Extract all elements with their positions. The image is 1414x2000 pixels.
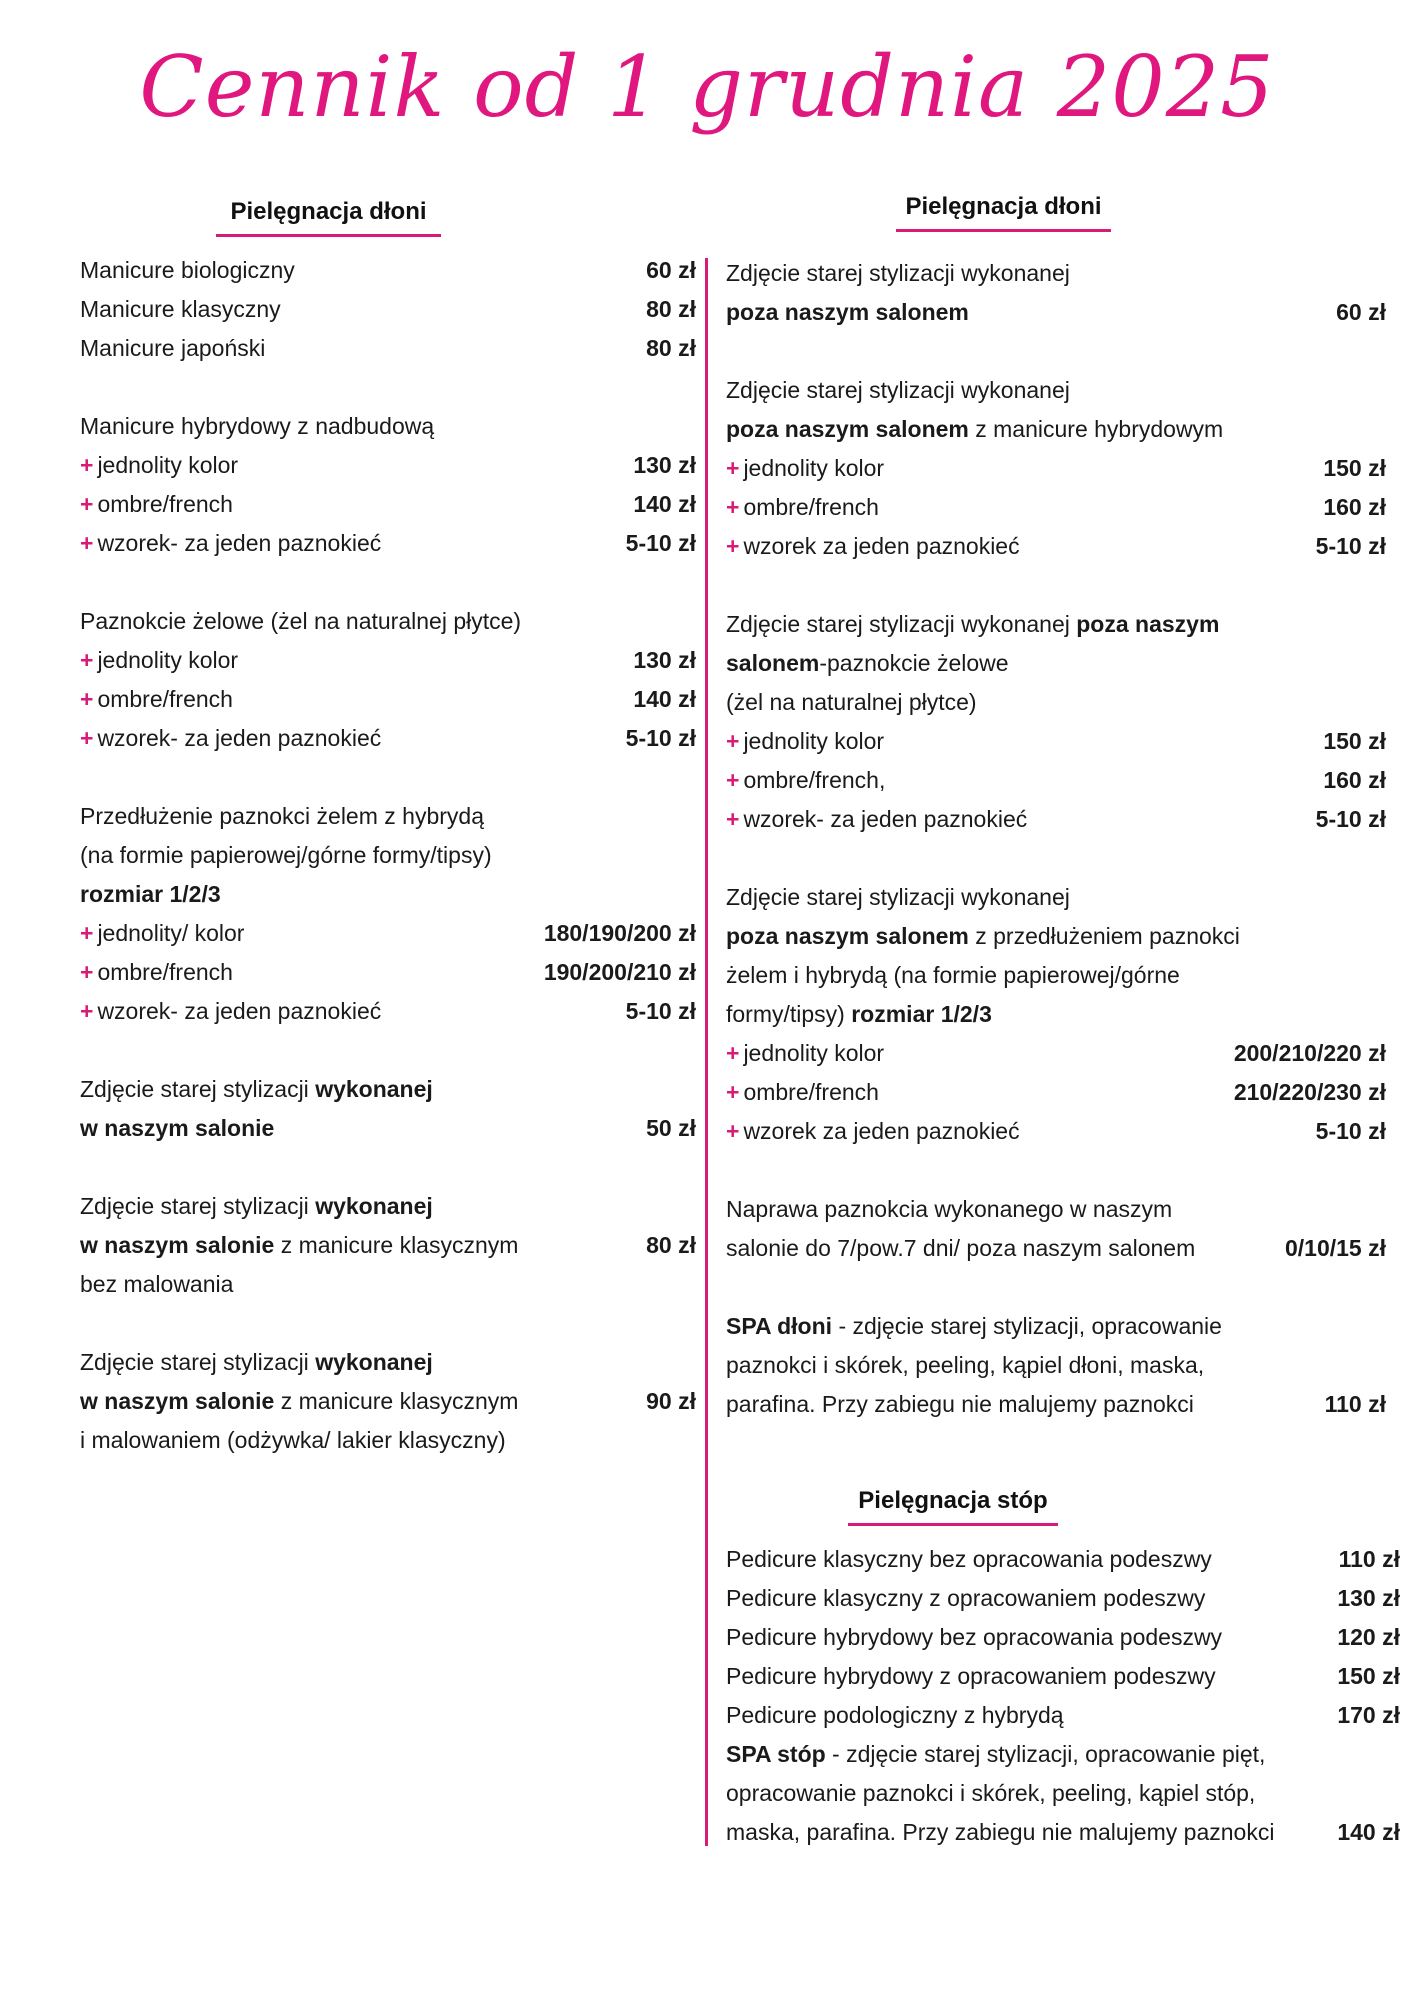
row-bold-text: w naszym salonie [80,1232,275,1258]
price-row [726,1307,1386,1346]
plus-icon: + [80,491,94,517]
left-price-list [80,251,696,1460]
left-section-heading: Pielęgnacja dłoni [216,198,441,237]
row-text: maska, parafina. Przy zabiegu nie malujemy paznokci [726,1819,1275,1845]
price-row [80,524,696,563]
price-row [726,605,1386,644]
row-price: 5-10 zł [1315,1118,1386,1144]
row-price: 150 zł [1323,455,1386,481]
row-text: Pedicure hybrydowy z opracowaniem podeszwy [726,1663,1216,1689]
plus-icon: + [726,767,740,793]
price-row [726,1618,1400,1657]
price-row [726,1696,1400,1735]
row-price: 170 zł [1337,1702,1400,1728]
price-row [80,1109,696,1148]
price-row [726,878,1386,917]
row-text: (na formie papierowej/górne formy/tipsy) [80,842,492,868]
price-row [726,1229,1386,1268]
row-bold-text: poza naszym [1076,611,1220,637]
row-text: Manicure japoński [80,335,266,361]
row-bold-text: poza naszym salonem [726,923,969,949]
row-text: Zdjęcie starej stylizacji [80,1076,316,1102]
price-row [726,1190,1386,1229]
row-text: z manicure hybrydowym [968,416,1224,442]
row-text: -paznokcie żelowe [819,650,1009,676]
price-row [726,761,1386,800]
price-row [726,410,1386,449]
plus-icon: + [726,1040,740,1066]
price-row [80,290,696,329]
price-row [80,1070,696,1109]
column-divider [705,258,708,1846]
row-text: opracowanie paznokci i skórek, peeling, kąpiel stóp, [726,1780,1256,1806]
row-price: 200/210/220 zł [1233,1040,1386,1066]
price-row [80,1187,696,1226]
row-price: 0/10/15 zł [1284,1235,1386,1261]
row-text: żelem i hybrydą (na formie papierowej/górne [726,962,1180,988]
price-row [726,1735,1400,1774]
row-price: 160 zł [1323,494,1386,520]
row-price: 140 zł [633,491,696,517]
price-row [726,1579,1400,1618]
price-row [726,488,1386,527]
row-text: Zdjęcie starej stylizacji wykonanej [726,377,1070,403]
row-text: wzorek za jeden paznokieć [743,533,1020,559]
row-text: jednolity kolor [743,1040,885,1066]
price-row [80,1343,696,1382]
plus-icon: + [726,533,740,559]
row-price: 180/190/200 zł [543,920,696,946]
plus-icon: + [726,1118,740,1144]
row-text: ombre/french [97,491,233,517]
spacer [726,1268,1386,1307]
row-text: ombre/french [97,959,233,985]
row-text: Manicure hybrydowy z nadbudową [80,413,435,439]
row-price: 210/220/230 zł [1233,1079,1386,1105]
row-price: 5-10 zł [625,998,696,1024]
row-text: wzorek- za jeden paznokieć [97,998,382,1024]
row-bold-text: rozmiar 1/2/3 [80,881,221,907]
row-text: wzorek za jeden paznokieć [743,1118,1020,1144]
row-bold-text: wykonanej [315,1076,433,1102]
row-text: formy/tipsy) [726,1001,852,1027]
row-text: bez malowania [80,1271,234,1297]
price-row [80,602,696,641]
row-price: 80 zł [646,296,696,322]
plus-icon: + [726,1079,740,1105]
row-text: wzorek- za jeden paznokieć [743,806,1028,832]
row-text: ombre/french [743,1079,879,1105]
price-row [726,371,1386,410]
row-text: Pedicure hybrydowy bez opracowania podeszwy [726,1624,1223,1650]
row-price: 160 zł [1323,767,1386,793]
row-text: z manicure klasycznym [274,1388,519,1414]
plus-icon: + [80,959,94,985]
price-row [726,722,1386,761]
spacer [80,1148,696,1187]
plus-icon: + [726,806,740,832]
row-price: 130 zł [1337,1585,1400,1611]
row-price: 130 zł [633,452,696,478]
row-price: 190/200/210 zł [543,959,696,985]
feet-price-list [726,1540,1400,1852]
row-text: wzorek- za jeden paznokieć [97,530,382,556]
row-text: - zdjęcie starej stylizacji, opracowanie pięt, [825,1741,1266,1767]
price-row [80,1421,696,1460]
spacer [726,566,1386,605]
price-row [80,1226,696,1265]
row-price: 140 zł [633,686,696,712]
price-row [80,446,696,485]
price-row [80,251,696,290]
price-row [80,953,696,992]
row-text: Manicure klasyczny [80,296,281,322]
row-price: 5-10 zł [625,725,696,751]
row-text: Paznokcie żelowe (żel na naturalnej płytce) [80,608,522,634]
plus-icon: + [80,998,94,1024]
price-row [80,836,696,875]
row-text: Zdjęcie starej stylizacji wykonanej [726,611,1077,637]
row-text: parafina. Przy zabiegu nie malujemy paznokci [726,1391,1194,1417]
row-bold-text: salonem [726,650,820,676]
price-row [726,1346,1386,1385]
price-row [726,683,1386,722]
price-row [80,680,696,719]
row-price: 120 zł [1337,1624,1400,1650]
spacer [726,332,1386,371]
row-text: Zdjęcie starej stylizacji wykonanej [726,260,1070,286]
price-row [80,1382,696,1421]
row-text: - zdjęcie starej stylizacji, opracowanie [832,1313,1222,1339]
price-row [80,797,696,836]
plus-icon: + [80,686,94,712]
row-price: 5-10 zł [1315,806,1386,832]
row-text: Zdjęcie starej stylizacji wykonanej [726,884,1070,910]
row-price: 80 zł [646,335,696,361]
price-row [726,644,1386,683]
row-bold-text: w naszym salonie [80,1115,275,1141]
price-row [80,329,696,368]
row-bold-text: poza naszym salonem [726,416,969,442]
feet-section-heading: Pielęgnacja stóp [848,1487,1058,1526]
price-row [726,1112,1386,1151]
plus-icon: + [80,647,94,673]
price-row [726,1073,1386,1112]
row-bold-text: SPA dłoni [726,1313,833,1339]
price-row [726,1774,1400,1813]
spacer [80,563,696,602]
price-row [726,917,1386,956]
row-text: ombre/french [97,686,233,712]
price-row [726,1385,1386,1424]
plus-icon: + [80,725,94,751]
price-row [80,914,696,953]
plus-icon: + [80,920,94,946]
row-price: 5-10 zł [625,530,696,556]
price-row [726,800,1386,839]
price-row [726,1540,1400,1579]
price-row [726,254,1386,293]
right-section-heading: Pielęgnacja dłoni [896,193,1111,232]
row-price: 150 zł [1337,1663,1400,1689]
row-text: Naprawa paznokcia wykonanego w naszym [726,1196,1173,1222]
row-price: 110 zł [1338,1546,1400,1572]
row-text: Pedicure podologiczny z hybrydą [726,1702,1064,1728]
spacer [80,1031,696,1070]
price-row [80,485,696,524]
spacer [80,758,696,797]
row-text: ombre/french, [743,767,886,793]
plus-icon: + [80,452,94,478]
price-row [80,992,696,1031]
price-row [726,1657,1400,1696]
page-title: Cennik od 1 grudnia 2025 [139,38,1275,136]
row-text: (żel na naturalnej płytce) [726,689,977,715]
row-price: 150 zł [1323,728,1386,754]
row-price: 80 zł [646,1232,696,1258]
row-text: Zdjęcie starej stylizacji [80,1349,316,1375]
row-text: jednolity/ kolor [97,920,245,946]
row-text: z przedłużeniem paznokci [968,923,1240,949]
row-text: salonie do 7/pow.7 dni/ poza naszym salonem [726,1235,1196,1261]
price-row [726,956,1386,995]
price-row [80,1265,696,1304]
row-text: jednolity kolor [743,455,885,481]
row-text: z manicure klasycznym [274,1232,519,1258]
row-bold-text: rozmiar 1/2/3 [851,1001,992,1027]
spacer [80,368,696,407]
row-text: Pedicure klasyczny bez opracowania podeszwy [726,1546,1212,1572]
row-price: 60 zł [1336,299,1386,325]
price-row [80,875,696,914]
row-text: wzorek- za jeden paznokieć [97,725,382,751]
row-text: ombre/french [743,494,879,520]
row-price: 5-10 zł [1315,533,1386,559]
price-row [726,449,1386,488]
spacer [726,839,1386,878]
plus-icon: + [726,494,740,520]
row-bold-text: wykonanej [315,1193,433,1219]
row-text: Manicure biologiczny [80,257,295,283]
price-row [80,407,696,446]
price-row [726,1813,1400,1852]
row-text: Przedłużenie paznokci żelem z hybrydą [80,803,484,829]
spacer [726,1151,1386,1190]
row-text: jednolity kolor [97,647,239,673]
right-price-list [726,254,1386,1424]
row-text: jednolity kolor [743,728,885,754]
row-text: Pedicure klasyczny z opracowaniem podeszwy [726,1585,1206,1611]
row-bold-text: wykonanej [315,1349,433,1375]
price-row [726,527,1386,566]
row-text: paznokci i skórek, peeling, kąpiel dłoni, maska, [726,1352,1205,1378]
row-bold-text: w naszym salonie [80,1388,275,1414]
row-price: 110 zł [1324,1391,1386,1417]
plus-icon: + [726,728,740,754]
row-price: 90 zł [646,1388,696,1414]
price-row [80,719,696,758]
row-bold-text: SPA stóp [726,1741,826,1767]
row-price: 50 zł [646,1115,696,1141]
row-text: Zdjęcie starej stylizacji [80,1193,316,1219]
row-text: jednolity kolor [97,452,239,478]
spacer [80,1304,696,1343]
row-bold-text: poza naszym salonem [726,299,969,325]
plus-icon: + [80,530,94,556]
row-price: 60 zł [646,257,696,283]
row-text: i malowaniem (odżywka/ lakier klasyczny) [80,1427,506,1453]
price-row [726,293,1386,332]
price-row [726,995,1386,1034]
price-row [80,641,696,680]
plus-icon: + [726,455,740,481]
price-row [726,1034,1386,1073]
row-price: 140 zł [1337,1819,1400,1845]
row-price: 130 zł [633,647,696,673]
